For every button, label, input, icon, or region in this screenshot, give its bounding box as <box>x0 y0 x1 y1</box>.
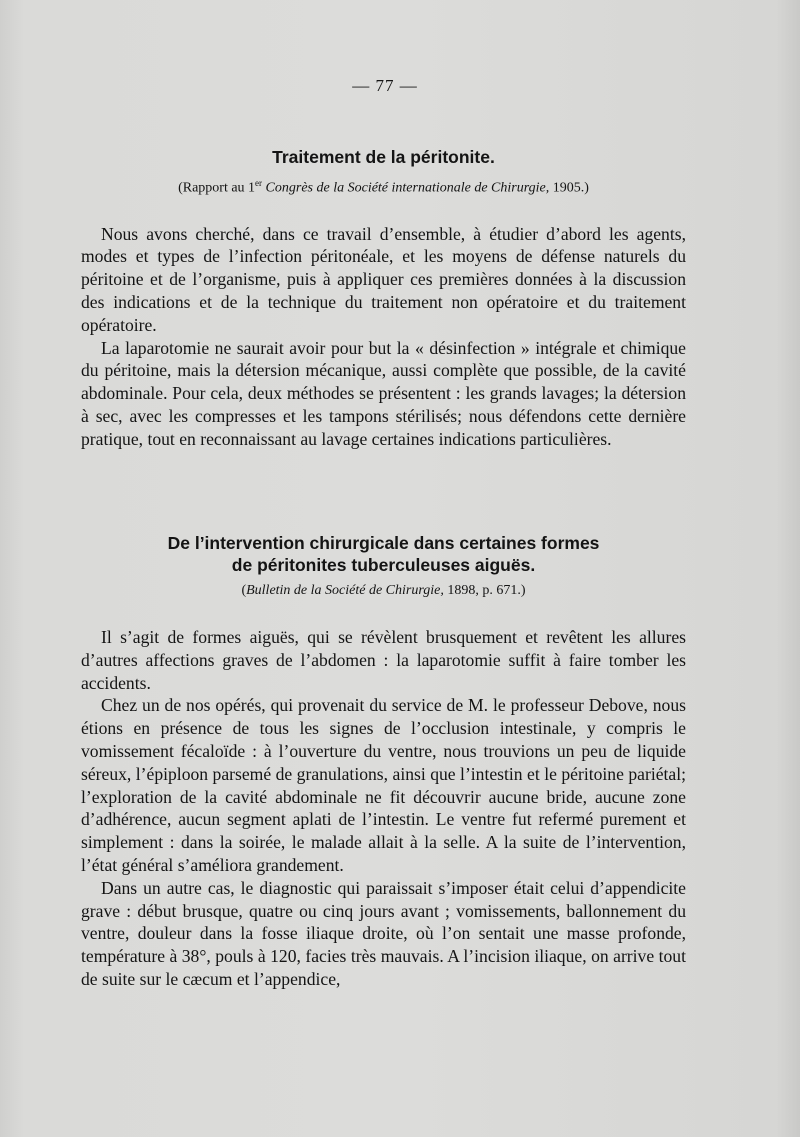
section-title-text: Traitement de la péritonite. <box>272 147 495 167</box>
section-tuberculous-peritonitis <box>81 532 686 991</box>
section-title-line2: de péritonites tuberculeuses aiguës. <box>231 555 536 575</box>
section-source <box>81 174 686 198</box>
source-journal: Bulletin de la Société de Chirurgie, <box>246 583 444 598</box>
source-close: 1898, p. 671.) <box>443 583 526 598</box>
section-title <box>81 146 686 168</box>
paragraph: Il s’agit de formes aiguës, qui se révèlent brusquement et revêtent les allures d’autres affections graves de l’abdomen : la laparotomie suffit à faire tomber les accidents. <box>81 627 686 693</box>
section-body <box>81 223 686 451</box>
paragraph: Nous avons cherché, dans ce travail d’ensemble, à étudier d’abord les agents, modes et types de l’infection péritonéale, et les moyens de défense naturels du péritoine et de l’organisme, puis à appliquer ces premières données à la discussion des indications et de la technique du traitement non opératoire et du traitement opératoire. <box>81 223 686 335</box>
page-number: — 77 — <box>352 76 418 95</box>
source-close: 1905.) <box>549 180 589 196</box>
paragraph: Dans un autre cas, le diagnostic qui paraissait s’imposer était celui d’appendicite grave : début brusque, quatre ou cinq jours avant ; vomissements, ballonnement du ventre, douleur dans la fosse iliaque droite, où l’on sentait une masse profonde, température à 38°, pouls à 120, facies très mauvais. A l’incision iliaque, on arrive tout de suite sur le cæcum et l’appendice, <box>81 877 686 989</box>
paragraph: Chez un de nos opérés, qui provenait du service de M. le professeur Debove, nous étions en présence de tous les signes de l’occlusion intestinale, y compris le vomissement fécaloïde : à l’ouverture du ventre, nous trouvions un peu de liquide séreux, l’épiploon parsemé de granulations, ainsi que l’intestin et le péritoine pariétal; l’exploration de la cavité abdominale ne fit découvrir aucune bride, aucune zone d’adhérence, aucun segment aplati de l’intestin. Le ventre fut refermé purement et simplement : dans la soirée, le malade allait à la selle. A la suite de l’intervention, l’état général s’améliora grandement. <box>81 695 686 875</box>
section-source <box>81 582 686 600</box>
source-journal: Congrès de la Société internationale de Chirurgie, <box>262 180 550 196</box>
paragraph: La laparotomie ne saurait avoir pour but la « désinfection » intégrale et chimique du péritoine, mais la détersion mécanique, aussi complète que possible, de la cavité abdominale. Pour cela, deux méthodes se présentent : les grands lavages; la détersion à sec, avec les compresses et les tampons stérilisés; nous défendons cette dernière pratique, tout en reconnaissant au lavage certaines indications particulières. <box>81 337 686 449</box>
source-open: ( <box>241 583 247 598</box>
source-open: (Rapport au 1 <box>178 180 256 196</box>
section-title-line1: De l’intervention chirurgicale dans certaines formes <box>167 533 600 553</box>
section-peritonite-treatment <box>81 146 686 451</box>
section-body <box>81 626 686 991</box>
section-title <box>81 532 686 576</box>
source-superscript: er <box>255 178 263 188</box>
